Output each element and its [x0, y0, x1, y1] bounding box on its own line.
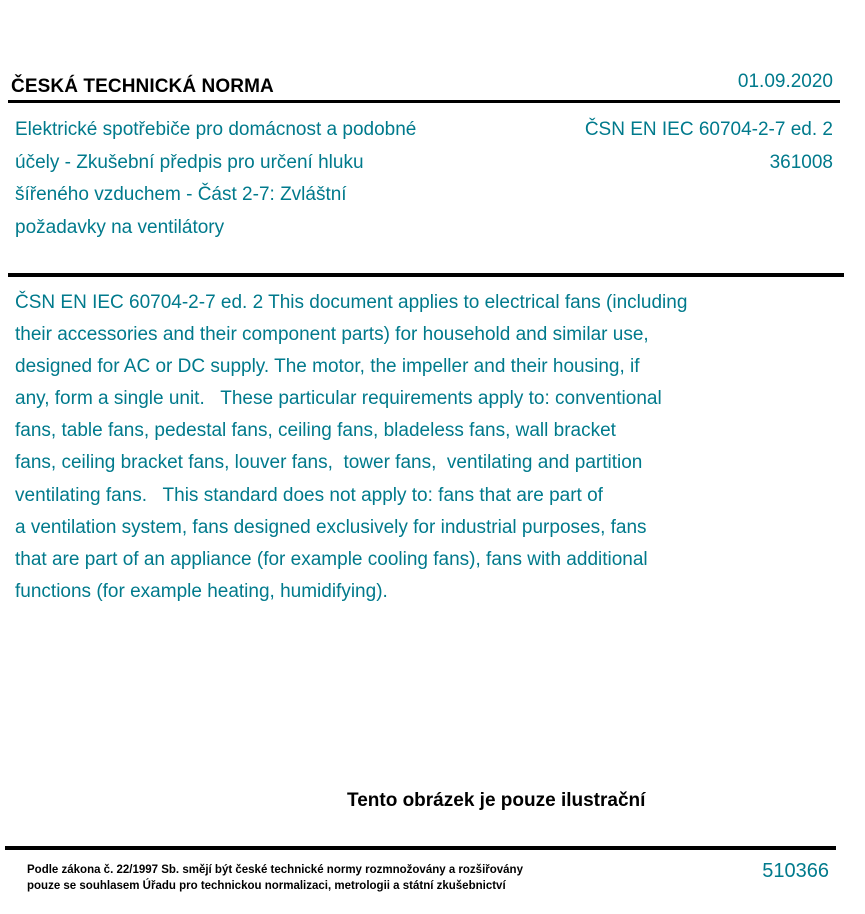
abstract-line: a ventilation system, fans designed exclusively for industrial purposes, fans: [15, 516, 647, 538]
footer-divider: [5, 846, 836, 850]
standard-title-line: šířeného vzduchem - Část 2-7: Zvláštní: [15, 184, 347, 205]
illustration-note: Tento obrázek je pouze ilustrační: [347, 790, 646, 811]
header-divider: [8, 100, 840, 103]
classification-code: 361008: [769, 151, 833, 173]
title-divider: [8, 273, 844, 277]
legal-notice-line: Podle zákona č. 22/1997 Sb. smějí být české technické normy rozmnožovány a rozšiřovány: [27, 864, 523, 876]
abstract-line: any, form a single unit. These particular requirements apply to: conventional: [15, 388, 662, 410]
standard-title-line: Elektrické spotřebiče pro domácnost a podobné: [15, 119, 417, 140]
abstract-line: ČSN EN IEC 60704-2-7 ed. 2 This document applies to electrical fans (including: [15, 292, 688, 313]
abstract-line: functions (for example heating, humidifying).: [15, 580, 388, 602]
standard-designation: ČSN EN IEC 60704-2-7 ed. 2: [584, 119, 833, 140]
abstract-line: fans, ceiling bracket fans, louver fans, tower fans, ventilating and partition: [15, 452, 643, 474]
abstract-line: their accessories and their component parts) for household and similar use,: [15, 324, 649, 346]
abstract-line: ventilating fans. This standard does not apply to: fans that are part of: [15, 484, 603, 506]
standard-designation-block: [585, 114, 833, 179]
abstract-line: that are part of an appliance (for example cooling fans), fans with additional: [15, 548, 648, 570]
standard-title-line: požadavky na ventilátory: [15, 216, 225, 238]
abstract-text: [15, 287, 785, 608]
catalog-number: 510366: [762, 860, 829, 882]
abstract-line: designed for AC or DC supply. The motor, the impeller and their housing, if: [15, 356, 640, 378]
document-header-title: ČESKÁ TECHNICKÁ NORMA: [11, 76, 274, 97]
standard-title-line: účely - Zkušební předpis pro určení hluku: [15, 151, 364, 173]
legal-notice: [27, 862, 523, 894]
standard-title: [15, 114, 485, 244]
publication-date: 01.09.2020: [737, 71, 833, 92]
legal-notice-line: pouze se souhlasem Úřadu pro technickou normalizaci, metrologii a státní zkušebnictví: [27, 880, 506, 892]
abstract-line: fans, table fans, pedestal fans, ceiling fans, bladeless fans, wall bracket: [15, 420, 616, 442]
